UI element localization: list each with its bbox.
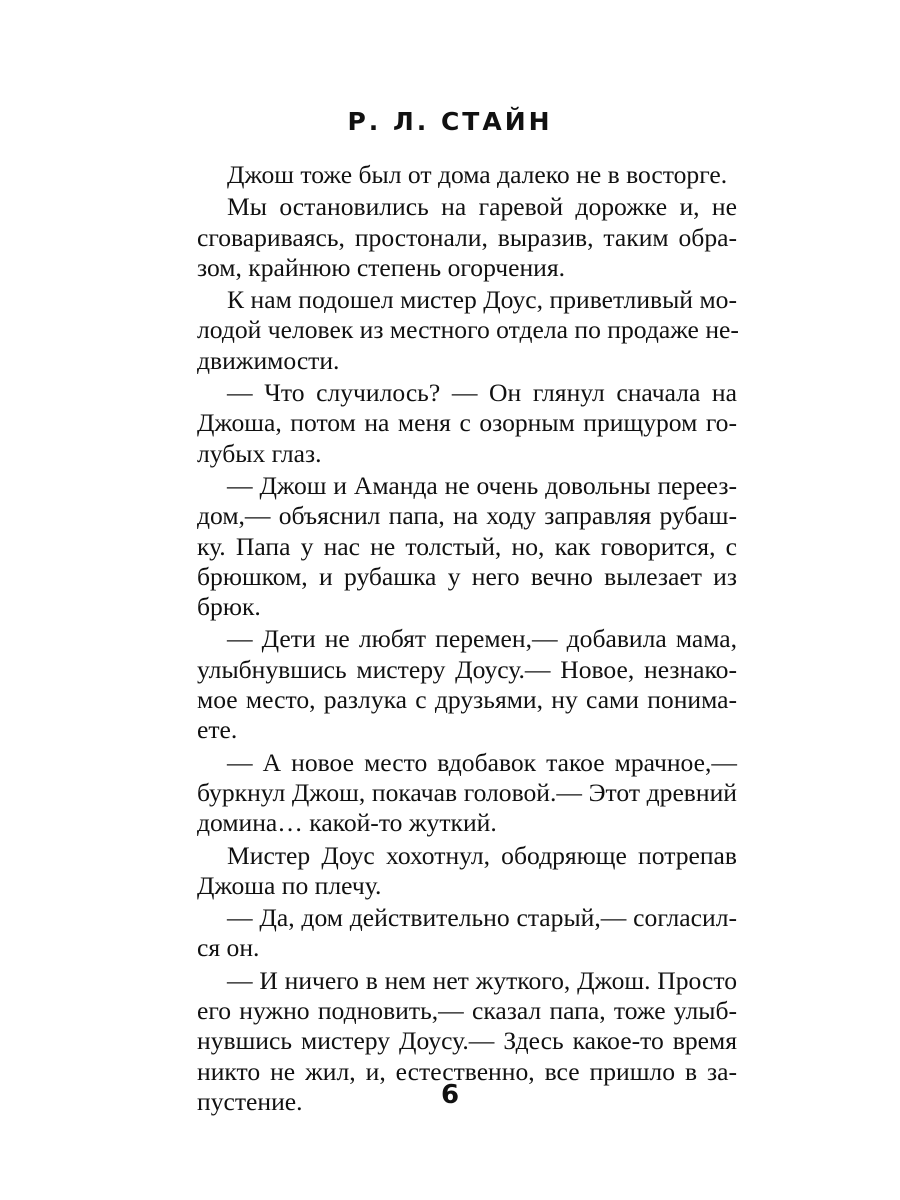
text-line: пустение.	[197, 1086, 303, 1116]
text-line: Джош тоже был от дома далеко не в восторге.	[227, 160, 728, 189]
running-head: Р. Л. СТАЙН	[347, 107, 553, 136]
text-line: — И ничего в нем нет жуткого, Джош. Просто	[227, 965, 737, 995]
page-number: 6	[440, 1080, 460, 1110]
text-line: лубых глаз.	[197, 438, 322, 468]
text-line: мое место, разлука с друзьями, ну сами понима-	[197, 685, 737, 715]
text-line: К нам подошел мистер Доус, приветливый мо-	[227, 285, 737, 315]
text-line: ете.	[197, 715, 238, 745]
text-line: домина… какой-то жуткий.	[197, 808, 497, 838]
text-line: Мы остановились на гаревой дорожке и, не	[227, 192, 737, 222]
text-line: — Дети не любят перемен,— добавила мама,	[227, 624, 737, 654]
text-line: дом,— объяснил папа, на ходу заправляя рубаш-	[197, 501, 737, 531]
text-line: — Что случилось? — Он глянул сначала на	[227, 378, 737, 408]
text-line: Мистер Доус хохотнул, ободряюще потрепав	[227, 840, 737, 870]
body-text	[197, 160, 737, 1117]
text-line: ку. Папа у нас не толстый, но, как говорится, с	[197, 531, 737, 561]
text-line: — Да, дом действительно старый,— согласил-	[227, 903, 737, 933]
text-line: Джоша по плечу.	[197, 870, 382, 900]
text-line: никто не жил, и, естественно, все пришло в за-	[197, 1056, 737, 1086]
text-line: Джоша, потом на меня с озорным прищуром го-	[197, 408, 737, 438]
text-line: зом, крайнюю степень огорчения.	[197, 252, 566, 282]
text-line: — Джош и Аманда не очень довольны переез-	[227, 470, 737, 500]
text-line: — А новое место вдобавок такое мрачное,—	[227, 747, 737, 777]
text-line: его нужно подновить,— сказал папа, тоже улыб-	[197, 996, 737, 1026]
text-line: лодой человек из местного отдела по продаже не-	[197, 315, 739, 345]
text-line: брюк.	[197, 592, 261, 622]
text-line: сговариваясь, простонали, выразив, таким обра-	[197, 222, 737, 252]
text-line: ся он.	[197, 933, 260, 963]
text-line: улыбнувшись мистеру Доусу.— Новое, незнако-	[197, 654, 737, 684]
text-line: буркнул Джош, покачав головой.— Этот древний	[197, 777, 737, 807]
text-line: нувшись мистеру Доусу.— Здесь какое-то время	[197, 1026, 737, 1056]
text-line: движимости.	[197, 345, 340, 375]
text-line: брюшком, и рубашка у него вечно вылезает из	[197, 561, 737, 591]
